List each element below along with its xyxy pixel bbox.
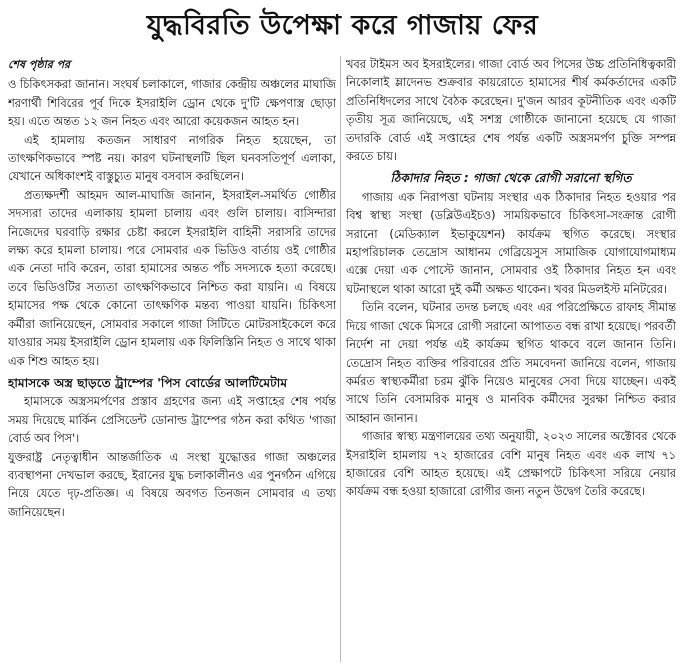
right-subheading: ঠিকাদার নিহত : গাজা থেকে রোগী সরানো স্থগিত	[390, 171, 632, 186]
right-paragraph: তিনি বলেন, ঘটনার তদন্ত চলছে এবং এর পরিপ্রেক্ষিতে রাফাহ সীমান্ত দিয়ে গাজা থেকে মিসরে রোগী সরানো আপাতত বন্ধ রাখা হয়েছে। পরবর্তী নির্দেশ না দেয়া পর্যন্ত এই কার্যক্রম স্থগিত থাকবে বলে জানান তিনি। তেদ্রোস নিহত ব্যক্তির পরিবারের প্রতি সমবেদনা জানিয়ে বলেন, গাজায় কর্মরত স্বাস্থ্যকর্মীরা চরম ঝুঁকি নিয়েও মানুষের সেবা দিয়ে যাচ্ছেন। একই সাথে তিনি বেসামরিক মানুষ ও মানবিক কর্মীদের সুরক্ষা নিশ্চিত করার আহ্বান জানান।	[346, 301, 676, 425]
left-paragraph: হামাসকে অস্ত্রসমর্পণের প্রস্তাব গ্রহণের জন্য এই সপ্তাহের শেষ পর্যন্ত সময় দিয়েছে মার্কিন প্রেসিডেন্ট ডোনাল্ড ট্রাম্পের গঠন করা কথিত 'গাজা বোর্ড অব পিস'।	[8, 395, 336, 446]
right-column	[346, 56, 676, 662]
left-column	[8, 56, 336, 662]
right-paragraph: খবর টাইমস অব ইসরাইলের। গাজা বোর্ড অব পিসের উচ্চ প্রতিনিধিত্বকারী নিকোলাই ম্লাদেনভ শুক্রবার কায়রোতে হামাসের শীর্ষ কর্মকর্তাদের একটি প্রতিনিধিদলের সাথে বৈঠক করেছেন। দু'জন আরব কূটনীতিক এবং একটি তৃতীয় সূত্র জানিয়েছে, এই সশস্ত্র গোষ্ঠীকে জানানো হয়েছে যে গাজা তদারকি বোর্ড এই সপ্তাহের শেষ পর্যন্ত একটি অস্ত্রসমর্পণ চুক্তি সম্পন্ন করতে চায়।	[346, 58, 676, 164]
left-subheading: হামাসকে অস্ত্র ছাড়তে ট্রাম্পের 'পিস বোর্ডের আলটিমেটাম	[8, 375, 288, 390]
left-paragraph: এই হামলায় কতজন সাধারণ নাগরিক নিহত হয়েছেন, তা তাৎক্ষণিকভাবে স্পষ্ট নয়। কারণ ঘটনাস্থলটি ছিল ঘনবসতিপূর্ণ এলাকা, যেখানে অধিকাংশই বাস্তুচ্যুত মানুষ বসবাস করছিলেন।	[8, 133, 336, 184]
left-paragraph: যুক্তরাষ্ট্র নেতৃত্বাধীন আন্তর্জাতিক এ সংস্থা যুদ্ধোত্তর গাজা অঞ্চলের ব্যবস্থাপনা দেখভাল করছে, ইরানের যুদ্ধ চলাকালীনও এর পুনর্গঠন এগিয়ে নিয়ে যেতে দৃঢ়-প্রতিজ্ঞ। এ বিষয়ে অবগত তিনজন সোমবার এ তথ্য জানিয়েছেন।	[8, 450, 336, 519]
right-paragraph: গাজার স্বাস্থ্য মন্ত্রণালয়ের তথ্য অনুযায়ী, ২০২৩ সালের অক্টোবর থেকে ইসরাইলি হামলায় ৭২ হাজারের বেশি মানুষ নিহত এবং এক লাখ ৭১ হাজারের বেশি আহত হয়েছে। এই প্রেক্ষাপটে চিকিৎসা সরিয়ে নেয়ার কার্যক্রম বন্ধ হওয়া হাজারো রোগীর জন্য নতুন উদ্বেগ তৈরি করেছে।	[346, 430, 676, 499]
headline: যুদ্ধবিরতি উপেক্ষা করে গাজায় ফের	[146, 10, 539, 41]
dateline: শেষ পৃষ্ঠার পর	[8, 58, 71, 71]
left-paragraph: প্রত্যক্ষদর্শী আহমদ আল-মাঘাজি জানান, ইসরাইল-সমর্থিত গোষ্ঠীর সদস্যরা তাদের এলাকায় হামলা চালায় এবং গুলি চালায়। বাসিন্দারা নিজেদের ঘরবাড়ি রক্ষার চেষ্টা করলে ইসরাইলি বাহিনী সরাসরি তাদের লক্ষ্য করে হামলা চালায়। পরে সোমবার এক ভিডিও বার্তায় ওই গোষ্ঠীর এক নেতা দাবি করেন, তারা হামাসের অন্তত পাঁচ সদস্যকে হত্যা করেছে। তবে ভিডিওটির সত্যতা তাৎক্ষণিকভাবে নিশ্চিত করা যায়নি। এ বিষয়ে হামাসের পক্ষ থেকে কোনো তাৎক্ষণিক মন্তব্য পাওয়া যায়নি। চিকিৎসা কর্মীরা জানিয়েছেন, সোমবার সকালে গাজা সিটিতে মোটরসাইকেলে করে যাওয়ার সময় ইসরাইলি ড্রোন হামলায় এক ফিলিস্তিনি নিহত ও সাথে থাকা এক শিশু আহত হয়।	[8, 188, 336, 368]
left-paragraph: ও চিকিৎসকরা জানান। সংঘর্ষ চলাকালে, গাজার কেন্দ্রীয় অঞ্চলের মাঘাজি শরণার্থী শিবিরের পূর্ব দিকে ইসরাইলি ড্রোন থেকে দু'টি ক্ষেপণাস্ত্র ছোড়া হয়। এতে অন্তত ১২ জন নিহত এবং আরো কয়েকজন আহত হন।	[8, 78, 336, 129]
column-divider	[340, 56, 341, 662]
right-paragraph: গাজায় এক নিরাপত্তা ঘটনায় সংস্থার এক ঠিকাদার নিহত হওয়ার পর বিশ্ব স্বাস্থ্য সংস্থা (ডব্লিউএইচও) সাময়িকভাবে চিকিৎসা-সংক্রান্ত রোগী সরানো (মেডিক্যাল ইভাকুয়েশন) কার্যক্রম স্থগিত করেছে। সংস্থার মহাপরিচালক তেদ্রোস আধানম গেব্রিয়েসুস সামাজিক যোগাযোগমাধ্যম এক্সে দেয়া এক পোস্টে জানান, সোমবার ওই ঠিকাদার নিহত হন এবং ঘটনাস্থলে থাকা আরো দুই কর্মী অক্ষত থাকেন। খবর মিডলইস্ট মনিটরের।	[346, 190, 676, 296]
